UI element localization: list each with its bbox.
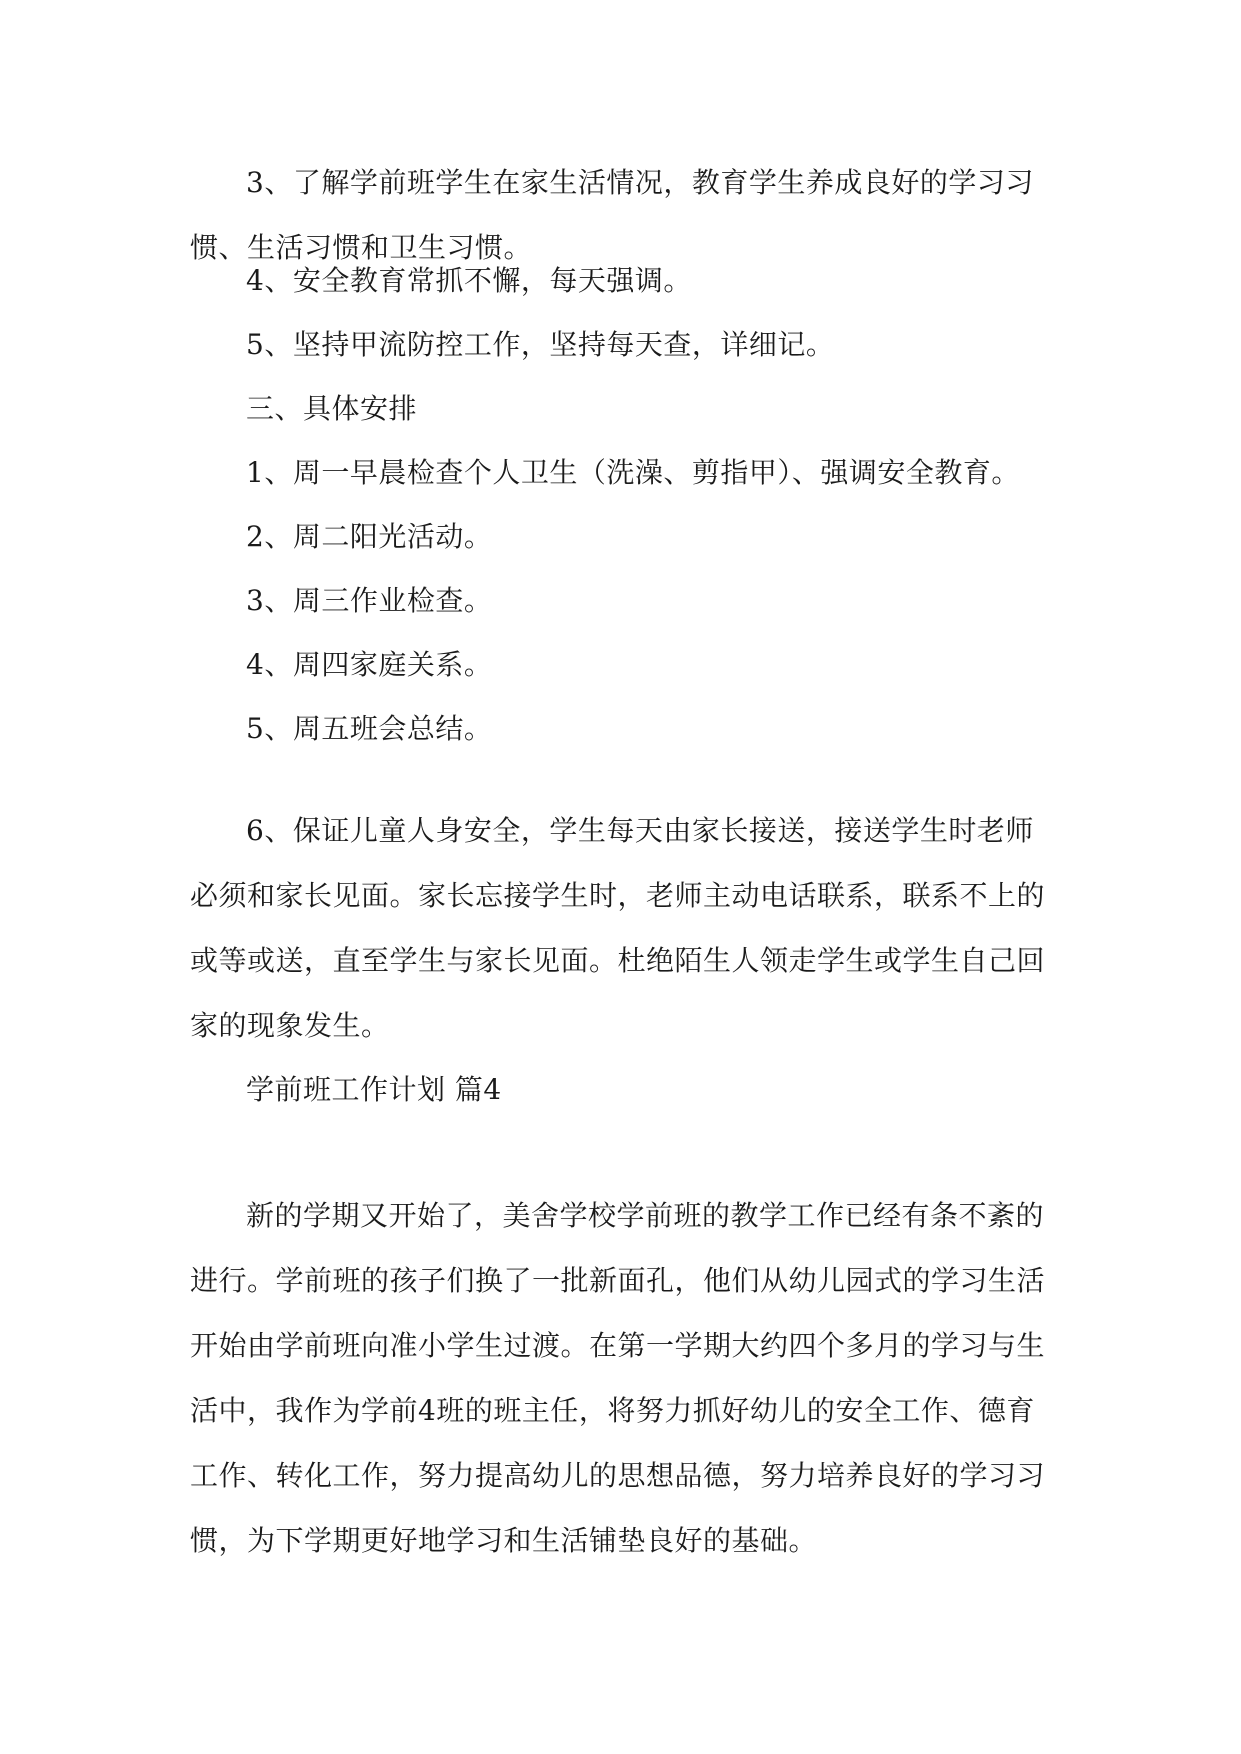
schedule-item-wednesday: 3、周三作业检查。 bbox=[246, 584, 493, 617]
section-heading-specific-arrangement: 三、具体安排 bbox=[246, 392, 418, 425]
schedule-item-friday: 5、周五班会总结。 bbox=[246, 712, 493, 745]
paragraph-item-4: 4、安全教育常抓不懈，每天强调。 bbox=[246, 264, 692, 297]
body-paragraph-new-semester: 新的学期又开始了，美舍学校学前班的教学工作已经有条不紊的进行。学前班的孩子们换了一批新面孔，他们从幼儿园式的学习生活开始由学前班向准小学生过渡。在第一学期大约四个多月的学习与生活中，我作为学前4班的班主任，将努力抓好幼儿的安全工作、德育工作、转化工作，努力提高幼儿的思想品德，努力培养良好的学习习惯，为下学期更好地学习和生活铺垫良好的基础。 bbox=[190, 1199, 1046, 1557]
schedule-item-tuesday: 2、周二阳光活动。 bbox=[246, 520, 493, 553]
paragraph-item-5: 5、坚持甲流防控工作，坚持每天查，详细记。 bbox=[246, 328, 835, 361]
paragraph-item-3: 3、了解学前班学生在家生活情况，教育学生养成良好的学习习惯、生活习惯和卫生习惯。 bbox=[190, 166, 1034, 264]
schedule-item-thursday: 4、周四家庭关系。 bbox=[246, 648, 493, 681]
paragraph-item-6-safety: 6、保证儿童人身安全，学生每天由家长接送，接送学生时老师必须和家长见面。家长忘接学生时，老师主动电话联系，联系不上的或等或送，直至学生与家长见面。杜绝陌生人领走学生或学生自己回家的现象发生。 bbox=[190, 814, 1046, 1042]
section-title-plan-4: 学前班工作计划 篇4 bbox=[246, 1073, 502, 1106]
schedule-item-monday: 1、周一早晨检查个人卫生（洗澡、剪指甲）、强调安全教育。 bbox=[246, 456, 1020, 489]
